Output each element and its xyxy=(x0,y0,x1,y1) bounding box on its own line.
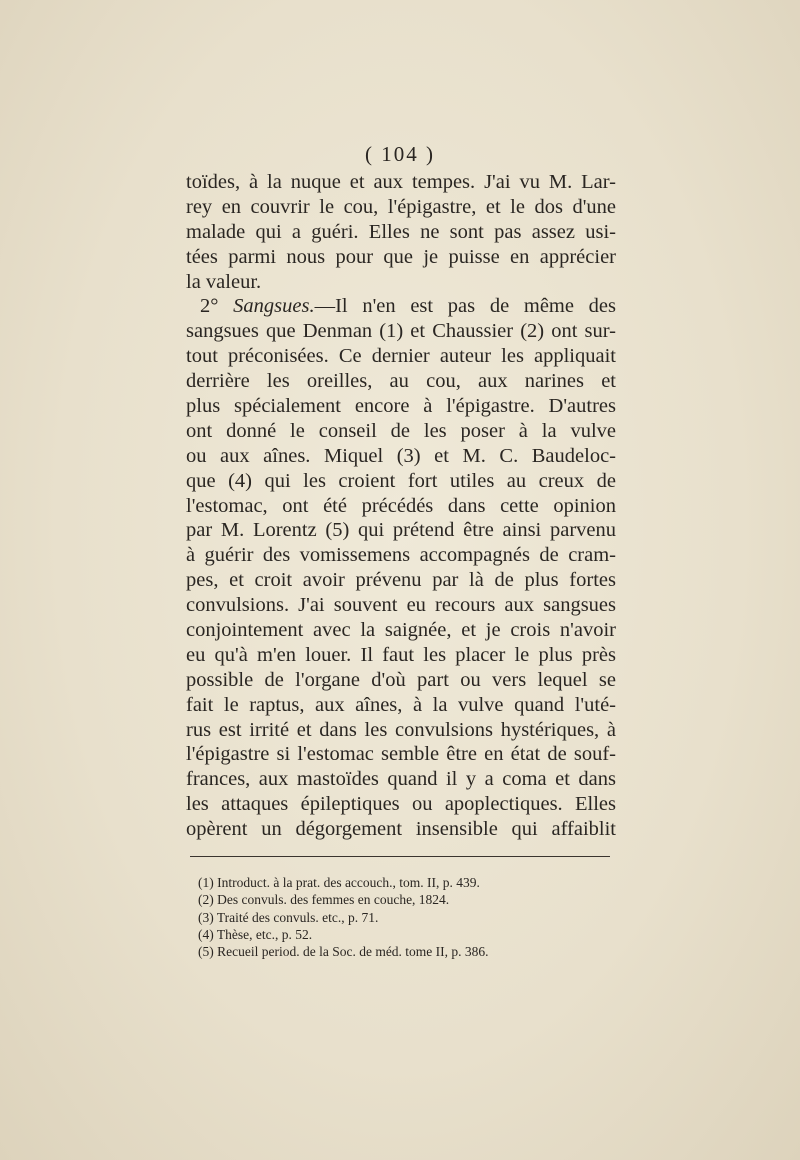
text-line: tout préconisées. Ce dernier auteur les appliquait xyxy=(186,345,616,368)
text-line: fait le raptus, aux aînes, à la vulve quand l'uté- xyxy=(186,693,616,716)
section-title: Sangsues. xyxy=(233,295,315,318)
section-number: 2° xyxy=(200,295,219,318)
text-line: malade qui a guéri. Elles ne sont pas assez usi- xyxy=(186,220,616,243)
page-number: ( 104 ) xyxy=(365,142,435,166)
text-line: possible de l'organe d'où part ou vers lequel se xyxy=(186,668,616,691)
text-line: sangsues que Denman (1) et Chaussier (2) ont sur- xyxy=(186,320,616,343)
footnotes xyxy=(198,874,618,960)
text-line: les attaques épileptiques ou apoplectiques. Elles xyxy=(186,793,616,816)
text-line: ont donné le conseil de les poser à la vulve xyxy=(186,419,616,442)
text-line: que (4) qui les croient fort utiles au creux de xyxy=(186,469,616,492)
text-line: pes, et croit avoir prévenu par là de plus fortes xyxy=(186,569,616,592)
footnote-divider xyxy=(190,856,610,857)
text-line: eu qu'à m'en louer. Il faut les placer le plus près xyxy=(186,643,616,666)
text-line: opèrent un dégorgement insensible qui affaiblit xyxy=(186,818,616,841)
footnote: (2) Des convuls. des femmes en couche, 1824. xyxy=(198,892,450,908)
text-line: frances, aux mastoïdes quand il y a coma et dans xyxy=(186,768,616,791)
section-heading-line xyxy=(186,294,616,319)
text-line: convulsions. J'ai souvent eu recours aux sangsues xyxy=(186,594,616,617)
body-text xyxy=(186,170,616,842)
text-line: l'estomac, ont été précédés dans cette opinion xyxy=(186,494,616,517)
section-lead: —Il n'en est pas de même des xyxy=(314,295,616,318)
text-line: derrière les oreilles, au cou, aux narines et xyxy=(186,370,616,393)
text-line: rey en couvrir le cou, l'épigastre, et le dos d'une xyxy=(186,195,616,218)
text-line: ou aux aînes. Miquel (3) et M. C. Baudeloc- xyxy=(186,444,616,467)
text-line: tées parmi nous pour que je puisse en apprécier xyxy=(186,245,616,268)
text-line: toïdes, à la nuque et aux tempes. J'ai vu M. Lar- xyxy=(186,171,616,193)
footnote: (4) Thèse, etc., p. 52. xyxy=(198,926,313,942)
text-line: plus spécialement encore à l'épigastre. D'autres xyxy=(186,395,616,418)
footnote: (5) Recueil period. de la Soc. de méd. tome II, p. 386. xyxy=(198,944,489,960)
text-line: rus est irrité et dans les convulsions hystériques, à xyxy=(186,718,616,741)
text-line: à guérir des vomissemens accompagnés de cram- xyxy=(186,544,616,567)
text-line: l'épigastre si l'estomac semble être en état de souf- xyxy=(186,743,616,766)
text-line: conjointement avec la saignée, et je crois n'avoir xyxy=(186,619,616,642)
footnote: (3) Traité des convuls. etc., p. 71. xyxy=(198,909,379,925)
text-line: la valeur. xyxy=(186,270,262,293)
footnote: (1) Introduct. à la prat. des accouch., tom. II, p. 439. xyxy=(198,875,480,890)
text-line: par M. Lorentz (5) qui prétend être ainsi parvenu xyxy=(186,519,616,542)
